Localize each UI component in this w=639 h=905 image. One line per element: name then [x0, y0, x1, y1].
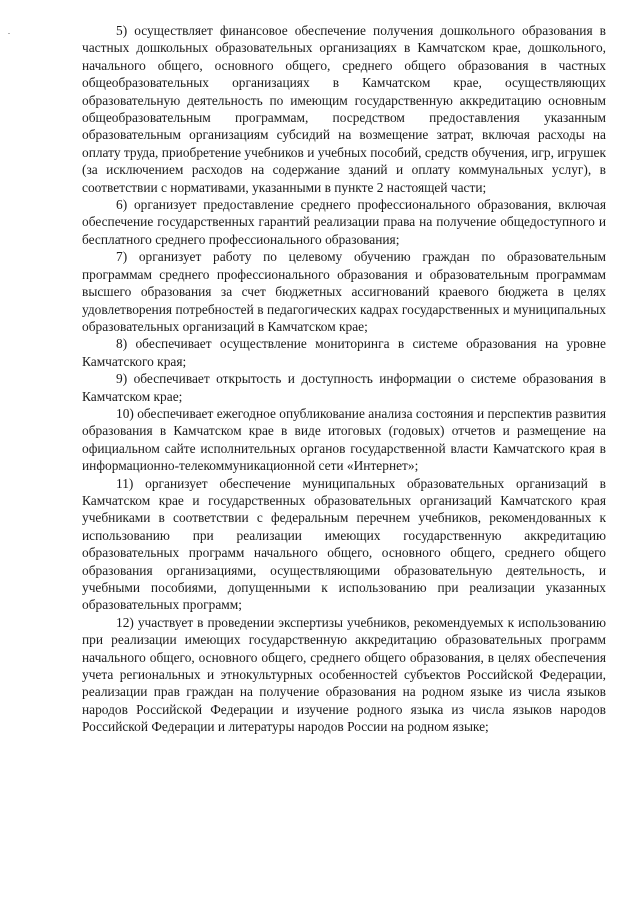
paragraph-item-9: 9) обеспечивает открытость и доступность информации о системе образования в Камчатском крае; [82, 371, 606, 404]
scan-speck [8, 33, 10, 34]
document-body [82, 22, 606, 736]
paragraph-item-12: 12) участвует в проведении экспертизы учебников, рекомендуемых к использованию при реализации имеющих государственную аккредитацию образовательных программ начального общего, основного общего, среднего общего образования, в целях обеспечения учета региональных и этнокультурных особенностей субъектов Российской Федерации, реализации прав граждан на получение образования на родном языке из числа языков народов Российской Федерации и изучение родного языка из числа языков народов Российской Федерации и литературы народов России на родном языке; [82, 614, 606, 735]
paragraph-item-5: 5) осуществляет финансовое обеспечение получения дошкольного образования в частных дошкольных образовательных организациях в Камчатском крае, дошкольного, начального общего, основного общего, среднего общего образования в частных общеобразовательных организациях в Камчатском крае, осуществляющих образовательную деятельность по имеющим государственную аккредитацию основным общеобразовательным программам, посредством предоставления указанным образовательным организациям субсидий на возмещение затрат, включая расходы на оплату труда, приобретение учебников и учебных пособий, средств обучения, игр, игрушек (за исключением расходов на содержание зданий и оплату коммунальных услуг), в соответствии с нормативами, указанными в пункте 2 настоящей части; [82, 23, 606, 195]
paragraph-item-7: 7) организует работу по целевому обучению граждан по образовательным программам среднего профессионального образования и образовательным программам высшего образования за счет бюджетных ассигнований краевого бюджета в целях удовлетворения потребностей в педагогических кадрах государственных и муниципальных образовательных организаций в Камчатском крае; [82, 249, 606, 334]
paragraph-item-8: 8) обеспечивает осуществление мониторинга в системе образования на уровне Камчатского края; [82, 336, 606, 369]
paragraph-item-6: 6) организует предоставление среднего профессионального образования, включая обеспечение государственных гарантий реализации права на получение общедоступного и бесплатного среднего профессионального образования; [82, 197, 606, 247]
paragraph-item-11: 11) организует обеспечение муниципальных образовательных организаций в Камчатском крае и государственных образовательных организаций Камчатского края учебниками в соответствии с федеральным перечнем учебников, рекомендованных к использованию при реализации имеющих государственную аккредитацию образовательных программ начального общего, основного общего, среднего общего образования организациями, осуществляющими образовательную деятельность, и учебными пособиями, допущенными к использованию при реализации указанных образовательных программ; [82, 475, 606, 613]
paragraph-item-10: 10) обеспечивает ежегодное опубликование анализа состояния и перспектив развития образования в Камчатском крае в виде итоговых (годовых) отчетов и размещение на официальном сайте исполнительных органов государственной власти Камчатского края в информационно-телекоммуникационной сети «Интернет»; [82, 405, 606, 474]
